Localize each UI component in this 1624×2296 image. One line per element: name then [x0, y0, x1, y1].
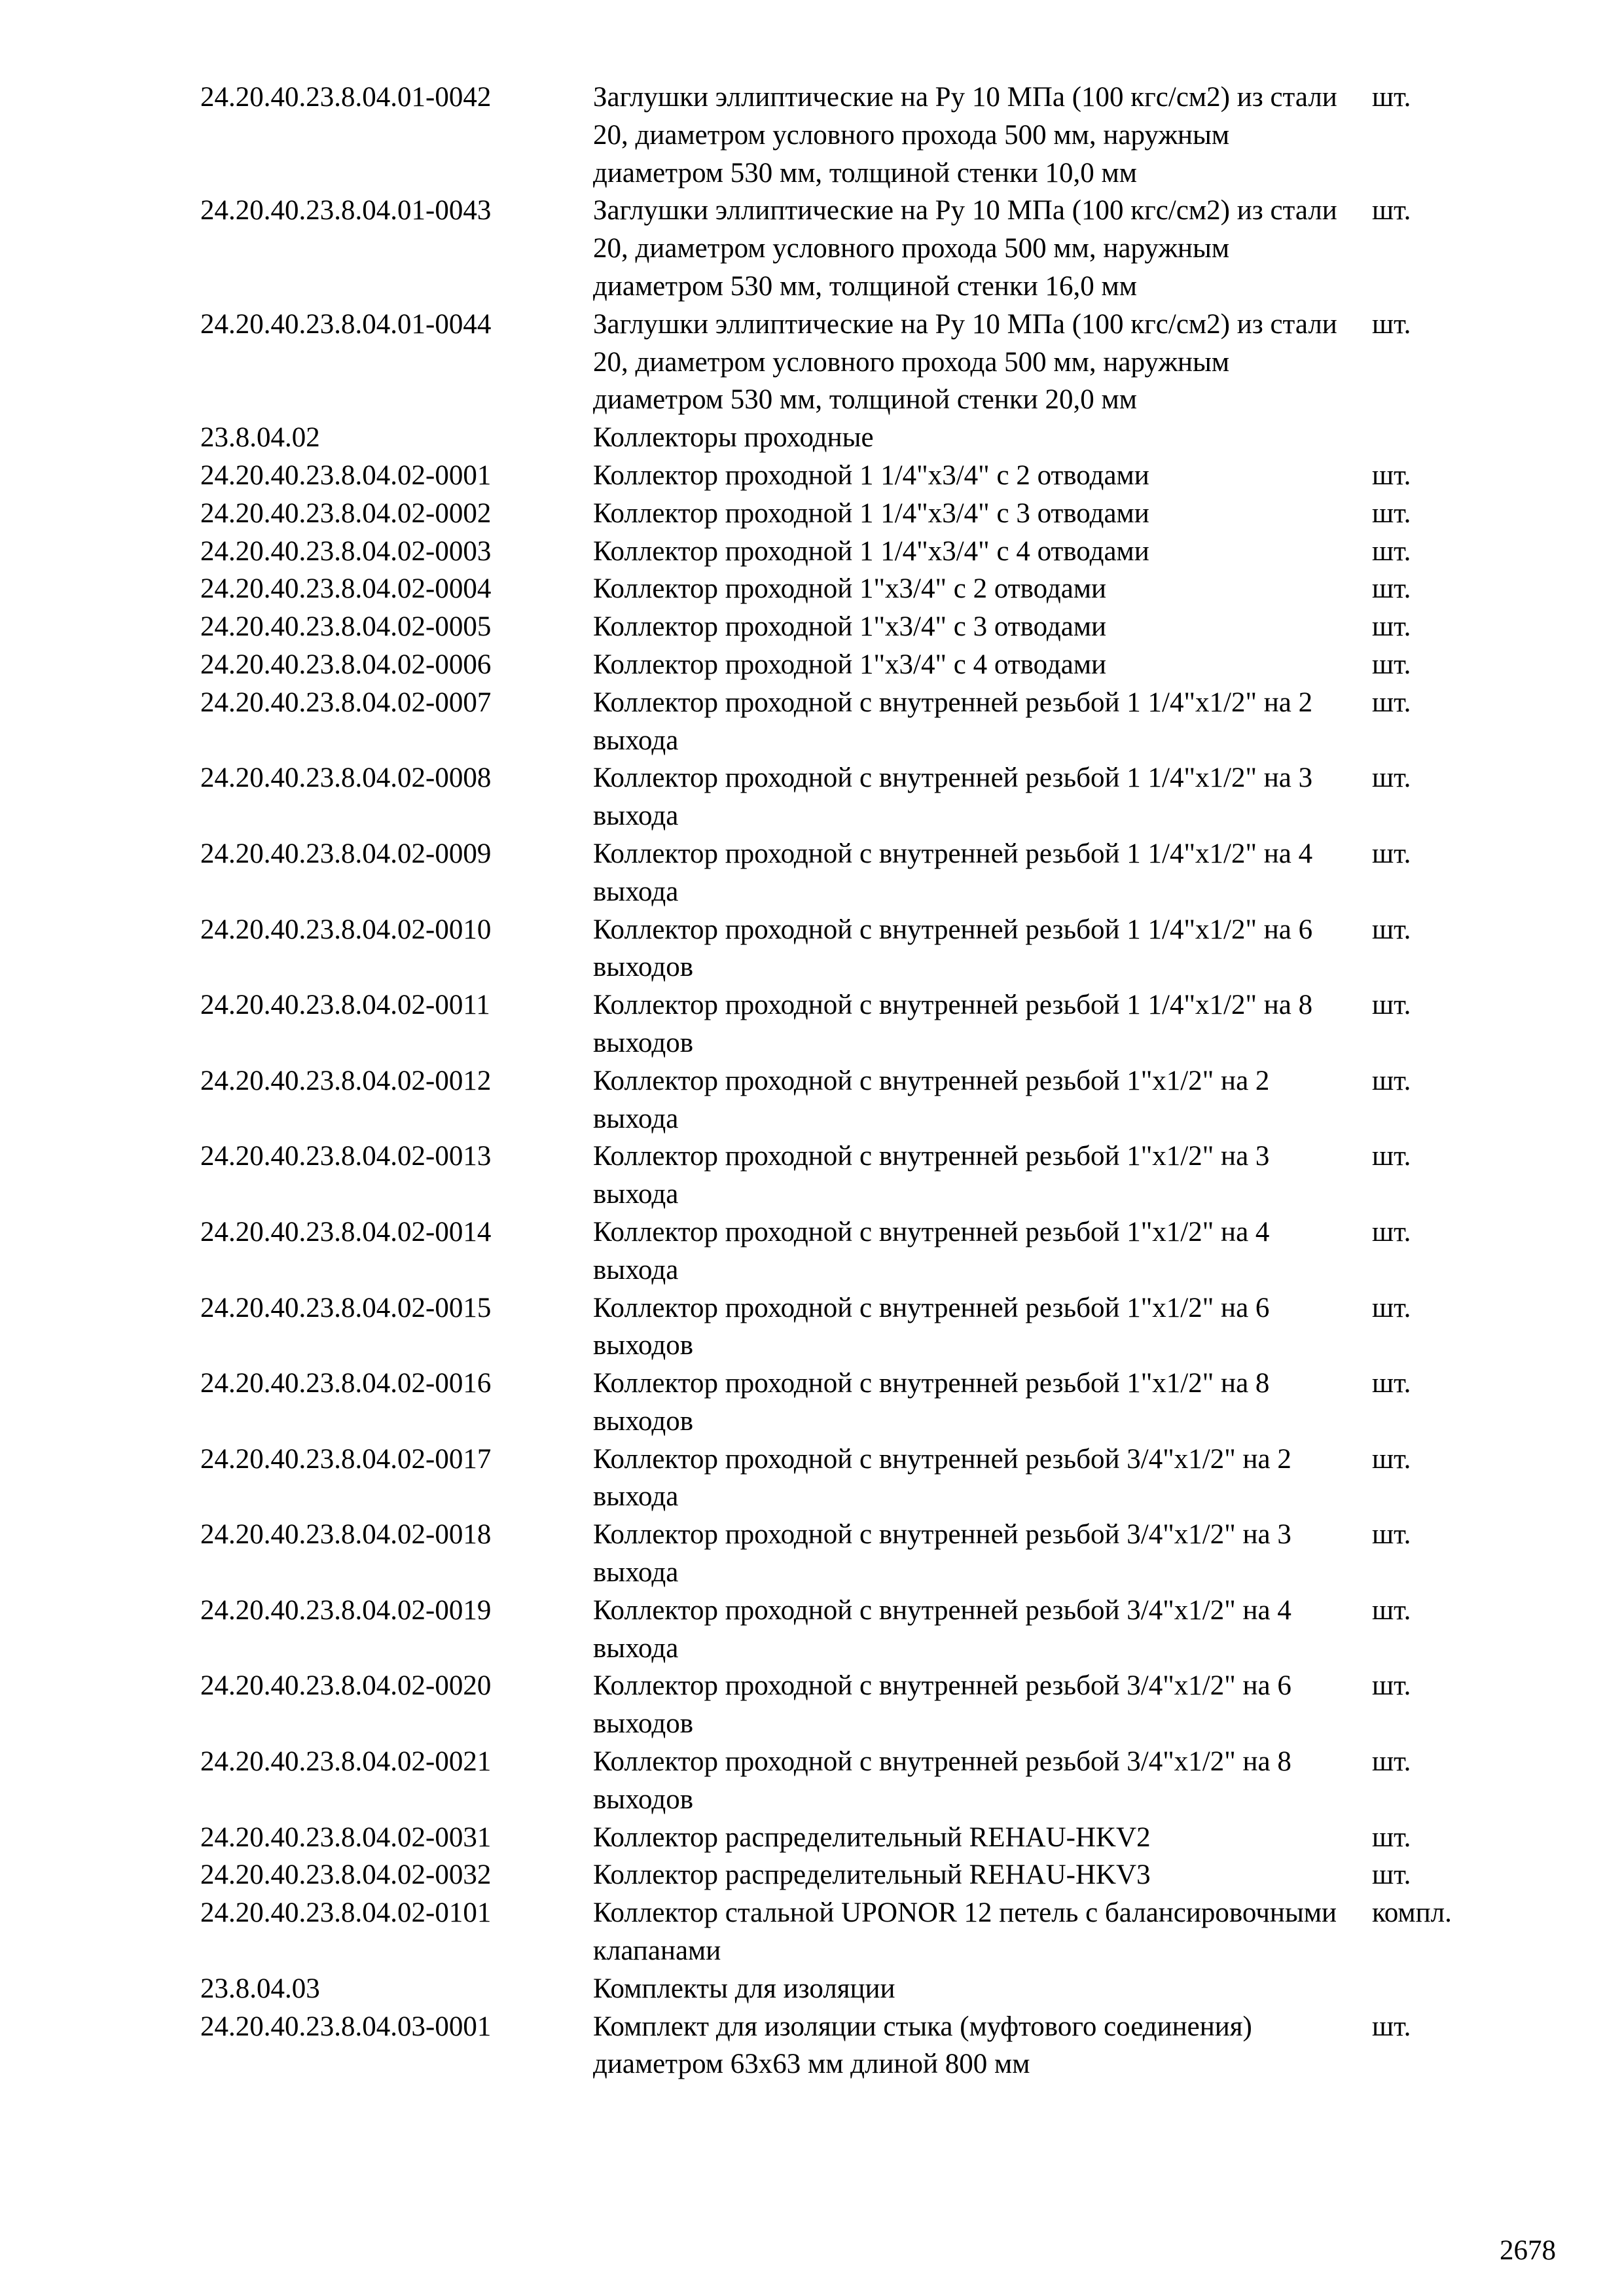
unit-of-measure: шт. — [1372, 535, 1411, 567]
resource-name: Коллектор проходной 1 1/4"x3/4" с 3 отводами — [593, 497, 1149, 529]
table-row — [200, 759, 1503, 835]
listing-body — [200, 79, 1503, 2083]
table-row — [200, 986, 1503, 1062]
resource-code: 24.20.40.23.8.04.02-0009 — [200, 838, 492, 869]
resource-code: 24.20.40.23.8.04.02-0015 — [200, 1292, 492, 1323]
resource-code: 24.20.40.23.8.04.01-0043 — [200, 195, 492, 226]
table-row — [200, 1856, 1503, 1894]
resource-code: 24.20.40.23.8.04.02-0004 — [200, 573, 492, 605]
resource-code: 24.20.40.23.8.04.03-0001 — [200, 2011, 492, 2042]
resource-name: Коллектор распределительный REHAU-HKV2 — [593, 1821, 1151, 1853]
resource-name: Коллектор проходной с внутренней резьбой 1"x1/2" на 6 выходов — [593, 1292, 1270, 1361]
resource-code: 24.20.40.23.8.04.02-0010 — [200, 914, 492, 945]
resource-name: Коллектор проходной с внутренней резьбой 3/4"x1/2" на 2 выхода — [593, 1443, 1291, 1513]
resource-code: 24.20.40.23.8.04.02-0016 — [200, 1368, 492, 1399]
unit-of-measure: шт. — [1372, 914, 1411, 945]
resource-code: 24.20.40.23.8.04.02-0005 — [200, 611, 492, 643]
unit-of-measure — [1372, 419, 1503, 457]
table-row — [200, 2008, 1503, 2084]
resource-code: 23.8.04.03 — [200, 1973, 320, 2004]
resource-code: 24.20.40.23.8.04.01-0042 — [200, 82, 492, 113]
resource-code: 24.20.40.23.8.04.02-0101 — [200, 1897, 492, 1929]
unit-of-measure: шт. — [1372, 82, 1411, 113]
resource-code: 24.20.40.23.8.04.02-0021 — [200, 1746, 492, 1778]
resource-code: 24.20.40.23.8.04.02-0012 — [200, 1065, 492, 1096]
unit-of-measure: шт. — [1372, 687, 1411, 718]
table-row — [200, 684, 1503, 760]
resource-name: Коллектор проходной с внутренней резьбой 3/4"x1/2" на 6 выходов — [593, 1670, 1291, 1740]
table-row — [200, 570, 1503, 608]
unit-of-measure: шт. — [1372, 1859, 1411, 1891]
resource-code: 24.20.40.23.8.04.02-0006 — [200, 649, 492, 680]
unit-of-measure — [1372, 1970, 1503, 2008]
table-row — [200, 495, 1503, 533]
resource-code: 24.20.40.23.8.04.02-0017 — [200, 1443, 492, 1475]
resource-code: 24.20.40.23.8.04.02-0001 — [200, 459, 492, 491]
resource-name: Коллекторы проходные — [593, 422, 874, 454]
table-row — [200, 1743, 1503, 1819]
table-row — [200, 1894, 1503, 1970]
resource-code: 24.20.40.23.8.04.02-0008 — [200, 762, 492, 794]
resource-name: Коллектор проходной с внутренней резьбой 1"x1/2" на 3 выхода — [593, 1141, 1270, 1210]
unit-of-measure: шт. — [1372, 459, 1411, 491]
resource-code: 24.20.40.23.8.04.02-0007 — [200, 687, 492, 718]
resource-name: Коллектор проходной 1"x3/4" с 4 отводами — [593, 649, 1107, 680]
unit-of-measure: шт. — [1372, 1216, 1411, 1247]
resource-code: 24.20.40.23.8.04.02-0018 — [200, 1519, 492, 1551]
unit-of-measure: шт. — [1372, 497, 1411, 529]
unit-of-measure: шт. — [1372, 1519, 1411, 1551]
resource-name: Коллектор проходной с внутренней резьбой 1 1/4"x1/2" на 3 выхода — [593, 762, 1313, 832]
table-row — [200, 457, 1503, 495]
unit-of-measure: шт. — [1372, 990, 1411, 1021]
table-row — [200, 911, 1503, 987]
section-heading-row — [200, 1970, 1503, 2008]
unit-of-measure: шт. — [1372, 195, 1411, 226]
table-row — [200, 192, 1503, 305]
resource-code: 24.20.40.23.8.04.02-0020 — [200, 1670, 492, 1702]
table-row — [200, 1516, 1503, 1592]
table-row — [200, 306, 1503, 419]
table-row — [200, 646, 1503, 684]
table-row — [200, 835, 1503, 911]
resource-name: Коллектор проходной с внутренней резьбой 1 1/4"x1/2" на 6 выходов — [593, 914, 1313, 983]
table-row — [200, 1441, 1503, 1516]
resource-name: Коллектор стальной UPONOR 12 петель с балансировочными клапанами — [593, 1897, 1337, 1967]
resource-name: Заглушки эллиптические на Ру 10 МПа (100 кгс/см2) из стали 20, диаметром условного прохода 500 мм, наружным диаметром 530 мм, толщиной стенки 16,0 мм — [593, 195, 1337, 302]
unit-of-measure: шт. — [1372, 1670, 1411, 1702]
table-row — [200, 1819, 1503, 1857]
page-number: 2678 — [1500, 2235, 1556, 2266]
resource-name: Коллектор проходной с внутренней резьбой 3/4"x1/2" на 8 выходов — [593, 1746, 1291, 1815]
resource-name: Коллектор проходной 1 1/4"x3/4" с 2 отводами — [593, 459, 1149, 491]
resource-code: 24.20.40.23.8.04.02-0011 — [200, 990, 490, 1021]
resource-name: Коллектор проходной 1 1/4"x3/4" с 4 отводами — [593, 535, 1149, 567]
unit-of-measure: шт. — [1372, 611, 1411, 643]
resource-name: Комплекты для изоляции — [593, 1973, 895, 2004]
resource-name: Коллектор проходной с внутренней резьбой 1 1/4"x1/2" на 2 выхода — [593, 687, 1313, 756]
unit-of-measure: шт. — [1372, 838, 1411, 869]
resource-code: 24.20.40.23.8.04.02-0003 — [200, 535, 492, 567]
resource-name: Коллектор проходной с внутренней резьбой 1"x1/2" на 2 выхода — [593, 1065, 1270, 1134]
table-row — [200, 1592, 1503, 1668]
resource-name: Коллектор проходной с внутренней резьбой 1"x1/2" на 4 выхода — [593, 1216, 1270, 1285]
unit-of-measure: шт. — [1372, 1443, 1411, 1475]
unit-of-measure: шт. — [1372, 762, 1411, 794]
resource-code: 24.20.40.23.8.04.02-0032 — [200, 1859, 492, 1891]
resource-name: Коллектор проходной 1"x3/4" с 2 отводами — [593, 573, 1107, 605]
table-row — [200, 1667, 1503, 1743]
resource-name: Коллектор проходной с внутренней резьбой 1 1/4"x1/2" на 4 выхода — [593, 838, 1313, 907]
resource-code: 24.20.40.23.8.04.02-0013 — [200, 1141, 492, 1172]
resource-name: Коллектор проходной 1"x3/4" с 3 отводами — [593, 611, 1107, 643]
unit-of-measure: шт. — [1372, 1746, 1411, 1778]
section-heading-row — [200, 419, 1503, 457]
resource-name: Коллектор распределительный REHAU-HKV3 — [593, 1859, 1151, 1891]
table-row — [200, 1365, 1503, 1441]
table-row — [200, 1289, 1503, 1365]
table-row — [200, 1138, 1503, 1213]
resource-code: 23.8.04.02 — [200, 422, 320, 454]
unit-of-measure: шт. — [1372, 2011, 1411, 2042]
resource-name: Заглушки эллиптические на Ру 10 МПа (100 кгс/см2) из стали 20, диаметром условного прохода 500 мм, наружным диаметром 530 мм, толщиной стенки 10,0 мм — [593, 82, 1337, 188]
resource-code: 24.20.40.23.8.04.01-0044 — [200, 308, 492, 340]
table-row — [200, 1062, 1503, 1138]
resource-name: Заглушки эллиптические на Ру 10 МПа (100 кгс/см2) из стали 20, диаметром условного прохода 500 мм, наружным диаметром 530 мм, толщиной стенки 20,0 мм — [593, 308, 1337, 416]
table-row — [200, 79, 1503, 192]
unit-of-measure: шт. — [1372, 573, 1411, 605]
table-row — [200, 533, 1503, 571]
unit-of-measure: шт. — [1372, 1141, 1411, 1172]
unit-of-measure: шт. — [1372, 649, 1411, 680]
unit-of-measure: шт. — [1372, 1821, 1411, 1853]
resource-name: Комплект для изоляции стыка (муфтового соединения) диаметром 63х63 мм длиной 800 мм — [593, 2011, 1252, 2080]
unit-of-measure: шт. — [1372, 1065, 1411, 1096]
resource-name: Коллектор проходной с внутренней резьбой 3/4"x1/2" на 3 выхода — [593, 1519, 1291, 1588]
resource-code: 24.20.40.23.8.04.02-0019 — [200, 1594, 492, 1626]
unit-of-measure: компл. — [1372, 1897, 1452, 1929]
unit-of-measure: шт. — [1372, 1292, 1411, 1323]
table-row — [200, 1213, 1503, 1289]
resource-name: Коллектор проходной с внутренней резьбой 3/4"x1/2" на 4 выхода — [593, 1594, 1291, 1664]
table-row — [200, 608, 1503, 646]
resource-code: 24.20.40.23.8.04.02-0031 — [200, 1821, 492, 1853]
resource-code: 24.20.40.23.8.04.02-0002 — [200, 497, 492, 529]
unit-of-measure: шт. — [1372, 308, 1411, 340]
resource-code: 24.20.40.23.8.04.02-0014 — [200, 1216, 492, 1247]
unit-of-measure: шт. — [1372, 1368, 1411, 1399]
unit-of-measure: шт. — [1372, 1594, 1411, 1626]
resource-listing-table — [200, 79, 1503, 2083]
resource-name: Коллектор проходной с внутренней резьбой 1"x1/2" на 8 выходов — [593, 1368, 1270, 1437]
resource-name: Коллектор проходной с внутренней резьбой 1 1/4"x1/2" на 8 выходов — [593, 990, 1313, 1058]
